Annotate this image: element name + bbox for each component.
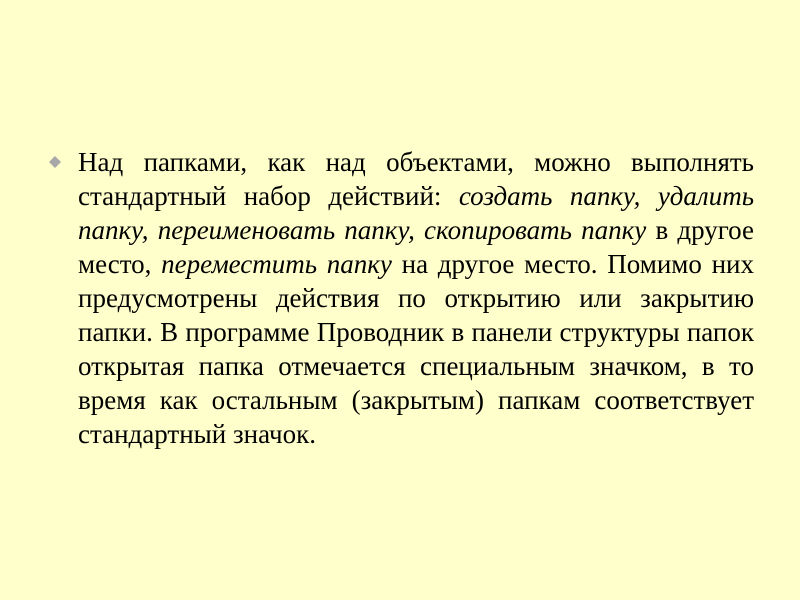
paragraph-text-1: Над папками, как над объектами, можно выполнять стандартный набор действий: (78, 147, 754, 211)
bullet-paragraph (78, 145, 754, 451)
paragraph-text-2: в другое место, (78, 215, 754, 279)
bullet-item (48, 145, 754, 451)
paragraph-italic-move: переместить папку (161, 249, 392, 279)
paragraph-italic-actions: создать папку, удалить папку, переименовать папку, скопировать папку (78, 181, 754, 245)
paragraph-text-3: на другое место. Помимо них предусмотрены действия по открытию или закрытию папки. В программе Проводник в панели структуры папок открытая папка отмечается специальным значком, в то время как остальным (закрытым) папкам соответствует стандартный значок. (78, 249, 755, 449)
diamond-bullet-icon (48, 145, 78, 179)
